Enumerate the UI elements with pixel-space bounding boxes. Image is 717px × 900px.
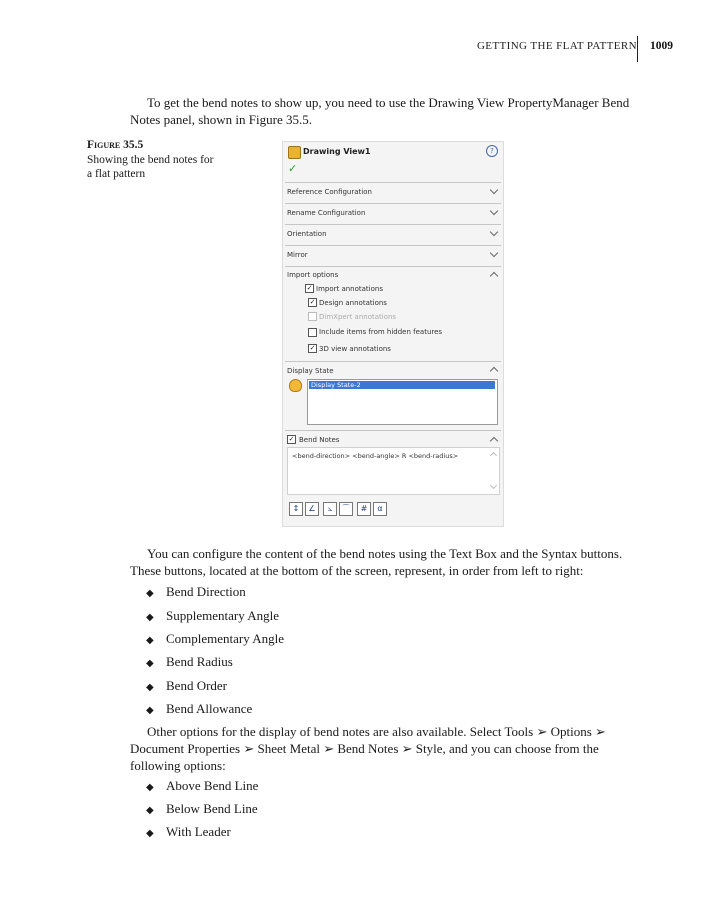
bullet-icon: ◆: [146, 805, 154, 816]
import-annotations-checkbox[interactable]: ✓: [306, 284, 313, 292]
bullet-icon: ◆: [146, 782, 154, 793]
bend-notes-checkbox[interactable]: ✓: [288, 435, 295, 443]
chevron-down-icon[interactable]: [490, 186, 498, 194]
chevron-up-icon[interactable]: [490, 437, 498, 445]
list-item-text: Bend Order: [166, 678, 228, 693]
complementary-angle-icon[interactable]: ⦣: [323, 502, 337, 516]
dimxpert-annotations-label: DimXpert annotations: [319, 313, 397, 321]
list-item-text: Bend Allowance: [166, 701, 253, 716]
list-item-text: With Leader: [166, 824, 231, 839]
hidden-features-checkbox[interactable]: [308, 328, 317, 337]
bend-order-icon[interactable]: #: [357, 502, 371, 516]
bend-notes-text-value: <bend-direction> <bend-angle> R <bend-radius>: [292, 452, 459, 460]
bullet-icon: ◆: [146, 588, 154, 599]
bullet-icon: ◆: [146, 612, 154, 623]
list-item: [146, 631, 284, 647]
ok-check-icon[interactable]: ✓: [288, 162, 298, 175]
help-icon[interactable]: ?: [486, 145, 498, 157]
section-display-state[interactable]: Display State: [287, 367, 334, 375]
section-mirror[interactable]: Mirror: [287, 251, 308, 259]
dimxpert-annotations-checkbox: [308, 312, 317, 321]
chevron-up-icon[interactable]: [490, 367, 498, 375]
import-annotations-label: Import annotations: [316, 285, 383, 293]
chevron-up-icon[interactable]: [490, 272, 498, 280]
section-bend-notes[interactable]: Bend Notes: [299, 436, 340, 444]
bullet-icon: ◆: [146, 682, 154, 693]
bullet-icon: ◆: [146, 705, 154, 716]
separator: [285, 182, 501, 183]
list-item-text: Below Bend Line: [166, 801, 258, 816]
page-number: 1009: [650, 40, 673, 52]
figure-caption: Showing the bend notes for a flat pattern: [87, 154, 214, 180]
list-item: [146, 678, 227, 694]
scroll-down-icon[interactable]: [490, 482, 497, 489]
display-state-list[interactable]: [307, 379, 498, 425]
chevron-down-icon[interactable]: [490, 249, 498, 257]
design-annotations-label: Design annotations: [319, 299, 387, 307]
3d-view-annotations-label: 3D view annotations: [319, 345, 391, 353]
figure-label: Figure 35.5: [87, 139, 144, 151]
list-item-text: Above Bend Line: [166, 778, 259, 793]
bend-radius-icon[interactable]: ⌒: [339, 502, 353, 516]
header-divider: [637, 36, 638, 62]
list-item: [146, 584, 246, 600]
syntax-paragraph: You can configure the content of the bend notes using the Text Box and the Syntax buttons. These buttons, located at the bottom of the screen, represent, in order from left to right:: [130, 546, 623, 578]
list-item: [146, 824, 231, 840]
list-item-text: Complementary Angle: [166, 631, 285, 646]
list-item-text: Bend Direction: [166, 584, 246, 599]
design-annotations-checkbox[interactable]: ✓: [309, 298, 316, 306]
list-item: [146, 778, 258, 794]
separator: [285, 430, 501, 431]
separator: [285, 203, 501, 204]
bullet-icon: ◆: [146, 828, 154, 839]
list-item: [146, 608, 279, 624]
list-item: [146, 701, 252, 717]
section-import-options[interactable]: Import options: [287, 271, 339, 279]
bend-allowance-icon[interactable]: α: [373, 502, 387, 516]
scroll-up-icon[interactable]: [490, 452, 497, 459]
running-header-title: GETTING THE FLAT PATTERN: [476, 40, 637, 52]
chevron-down-icon[interactable]: [490, 228, 498, 236]
3d-view-annotations-checkbox[interactable]: ✓: [309, 344, 316, 352]
chevron-down-icon[interactable]: [490, 207, 498, 215]
separator: [285, 224, 501, 225]
separator: [285, 361, 501, 362]
bullet-icon: ◆: [146, 658, 154, 669]
list-item-text: Supplementary Angle: [166, 608, 280, 623]
section-reference-configuration[interactable]: Reference Configuration: [287, 188, 372, 196]
display-state-selected-item[interactable]: Display State-2: [309, 381, 495, 389]
panel-title: Drawing View1: [303, 147, 371, 156]
intro-paragraph: To get the bend notes to show up, you need to use the Drawing View PropertyManager Bend Notes panel, shown in Figure 35.5.: [130, 95, 630, 127]
display-state-hand-icon: [289, 379, 302, 392]
bullet-icon: ◆: [146, 635, 154, 646]
list-item: [146, 801, 258, 817]
separator: [285, 266, 501, 267]
supplementary-angle-icon[interactable]: ∠: [305, 502, 319, 516]
bend-notes-text-box[interactable]: [287, 447, 500, 495]
separator: [285, 245, 501, 246]
section-orientation[interactable]: Orientation: [287, 230, 327, 238]
list-item-text: Bend Radius: [166, 654, 233, 669]
section-rename-configuration[interactable]: Rename Configuration: [287, 209, 366, 217]
list-item: [146, 654, 233, 670]
hidden-features-label: Include items from hidden features: [319, 328, 443, 336]
drawing-view-propertymanager: [282, 141, 504, 527]
drawing-view-icon: [288, 146, 301, 159]
options-paragraph: Other options for the display of bend notes are also available. Select Tools ➢ Options ➢ Document Properties ➢ Sheet Metal ➢ Bend Notes ➢ Style, and you can choose from the following options:: [130, 724, 606, 773]
bend-direction-icon[interactable]: ↕: [289, 502, 303, 516]
